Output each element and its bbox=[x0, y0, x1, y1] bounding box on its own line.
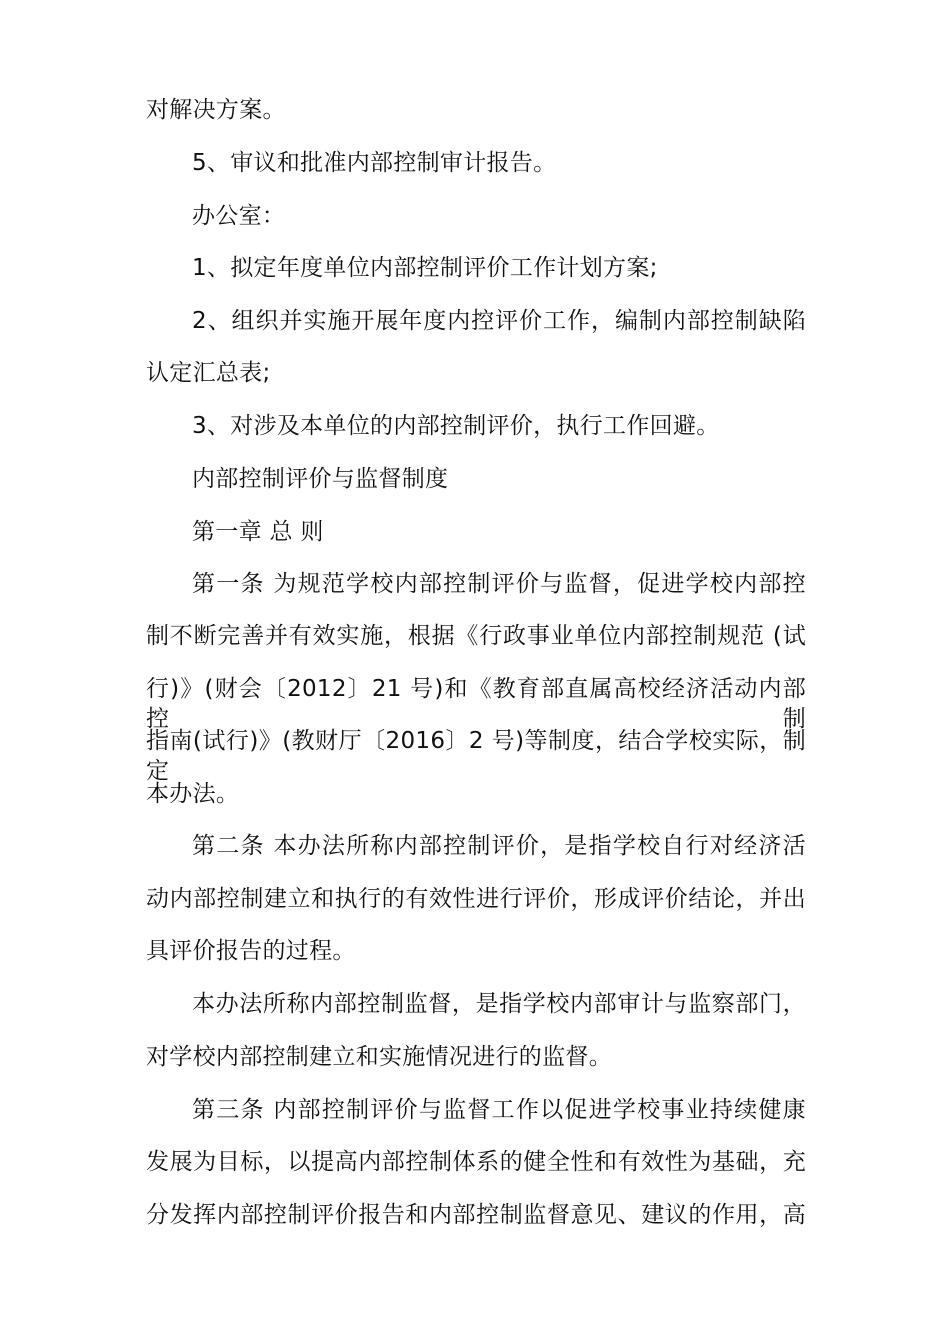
text-line: 动内部控制建立和执行的有效性进行评价，形成评价结论，并出 bbox=[146, 886, 806, 912]
text-line: 第一条 为规范学校内部控制评价与监督，促进学校内部控 bbox=[192, 571, 806, 597]
text-line: 办公室： bbox=[192, 203, 286, 229]
text-line: 制不断完善并有效实施，根据《行政事业单位内部控制规范 (试 bbox=[146, 623, 806, 649]
text-line: 5、审议和批准内部控制审计报告。 bbox=[192, 150, 557, 176]
text-line: 对解决方案。 bbox=[146, 97, 286, 123]
text-line: 指南(试行)》(教财厅〔2016〕2 号)等制度，结合学校实际，制定 bbox=[146, 728, 806, 784]
text-line: 第二条 本办法所称内部控制评价，是指学校自行对经济活 bbox=[192, 833, 806, 859]
text-line: 具评价报告的过程。 bbox=[146, 938, 356, 964]
text-line: 本办法。 bbox=[146, 781, 240, 807]
text-line: 认定汇总表; bbox=[146, 360, 271, 386]
text-line: 3、对涉及本单位的内部控制评价，执行工作回避。 bbox=[192, 413, 720, 439]
text-line: 发展为目标，以提高内部控制体系的健全性和有效性为基础，充 bbox=[146, 1149, 806, 1175]
text-line: 分发挥内部控制评价报告和内部控制监督意见、建议的作用，高 bbox=[146, 1202, 806, 1228]
section-title: 内部控制评价与监督制度 bbox=[192, 466, 449, 492]
text-line: 本办法所称内部控制监督，是指学校内部审计与监察部门， bbox=[192, 991, 806, 1017]
text-line: 行)》(财会〔2012〕21 号)和《教育部直属高校经济活动内部控制 bbox=[146, 676, 806, 732]
text-line: 2、组织并实施开展年度内控评价工作，编制内部控制缺陷 bbox=[192, 308, 806, 334]
text-line: 1、拟定年度单位内部控制评价工作计划方案; bbox=[192, 255, 658, 281]
text-line: 对学校内部控制建立和实施情况进行的监督。 bbox=[146, 1044, 612, 1070]
text-line: 第三条 内部控制评价与监督工作以促进学校事业持续健康 bbox=[192, 1097, 806, 1123]
chapter-heading: 第一章 总 则 bbox=[192, 519, 324, 545]
